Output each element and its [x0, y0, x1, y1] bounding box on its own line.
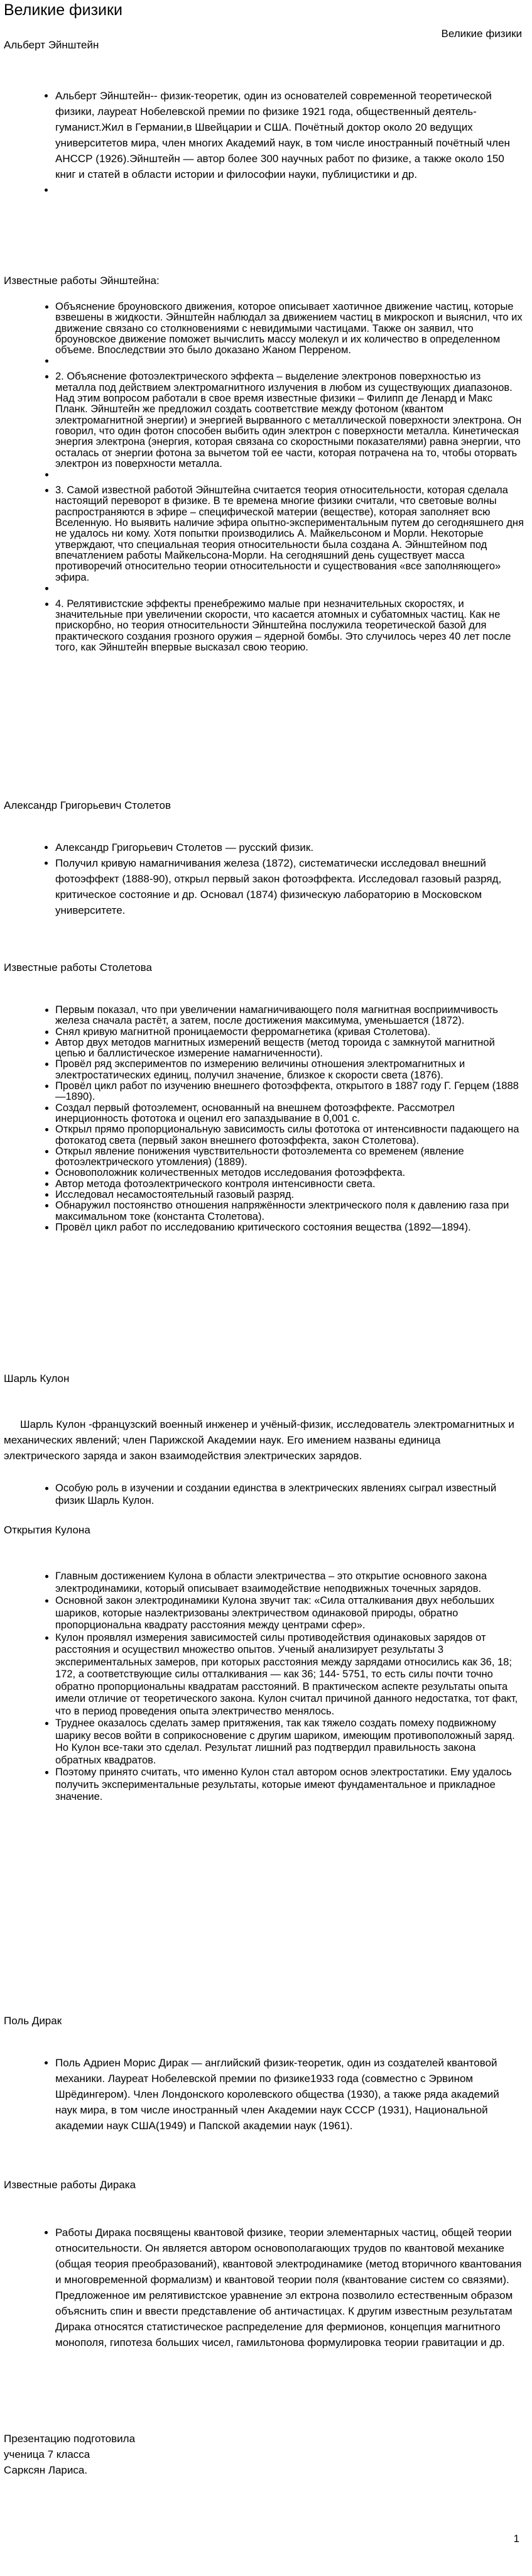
list-item: • 3. Самой известной работой Эйнштейна считается теория относительности, которая сделала настоящий переворот в физике. В те времена многие физики считали, что световые волны распространяются в эфире – специфической материи (веществе), которая заполняет всю Вселенную. Но выявить наличие эфира опытно-экспериментальным путем до сегодняшнего дня не удалось ни кому. Хотя попытки производились А. Майкельсоном и Морли. Некоторые утверждают, что специальная теория относительности была создана А. Эйнштейном под впечатлением работы Майкельсона-Морли. На сегодняшний день существует масса противоречий относительно теории относительности и существования «все заполняющего» эфира.: [55, 485, 524, 583]
section-heading-coulomb-works: Открытия Кулона: [4, 1524, 90, 1536]
section-heading-dirac-works: Известные работы Дирака: [4, 2179, 136, 2191]
section-heading-einstein: Альберт Эйнштейн: [4, 39, 99, 51]
list-item: • Провёл цикл работ по исследованию критического состояния вещества (1892—1894).: [55, 1222, 524, 1233]
list-item: • Поль Адриен Морис Дирак — английский физик-теоретик, один из создателей квантовой механики. Лауреат Нобелевской премии по физике1933 года (совместно с Эрвином Шрёдингером). Член Лондонского королевского общества (1930), а также ряда академий наук мира, в том числе иностранный член Академии наук СССР (1931), Национальной академии наук США(1949) и Папской академии наук (1961).: [55, 2055, 524, 2134]
stoletov-bio-list: [0, 840, 524, 918]
empty-list-item: [55, 469, 524, 485]
page-header: Великие физики: [441, 28, 522, 40]
list-item: • Открыл явление понижения чувствительности фотоэлемента со временем (явление фотоэлектрического утомления) (1889).: [55, 1146, 524, 1168]
section-heading-stoletov: Александр Григорьевич Столетов: [4, 799, 171, 811]
list-item: • Открыл прямо пропорциональную зависимость силы фототока от интенсивности падающего на фотокатод света (первый закон внешнего фотоэффекта, закон Столетова).: [55, 1124, 524, 1146]
list-item: • Объяснение броуновского движения, которое описывает хаотичное движение частиц, которые взвешены в жидкости. Эйнштейн наблюдал за движением частиц в микроскоп и выяснил, что их движение связано со столкновениями с невидимыми частицами. Также он заявил, что броуновское движение поможет вычислить массу молекул и их количество в определенном объеме. Впоследствии это было доказано Жаном Перреном.: [55, 302, 524, 356]
document-title: Великие физики: [4, 1, 122, 19]
stoletov-works-list: [0, 1005, 524, 1233]
section-heading-einstein-works: Известные работы Эйнштейна:: [4, 275, 160, 287]
list-item: • Автор двух методов магнитных измерений веществ (метод тороида с замкнутой магнитной цепью и баллистическое измерение намагниченности).: [55, 1038, 524, 1060]
coulomb-bio-list: [0, 1483, 524, 1507]
list-item: • Основной закон электродинамики Кулона звучит так: «Сила отталкивания двух небольших шариков, которые наэлектризованы электричеством одинаковой природы, обратно пропорциональна квадрату расстояния между центрами сфер».: [55, 1595, 524, 1632]
dirac-works-list: [0, 2225, 524, 2350]
list-item: • Главным достижением Кулона в области электричества – это открытие основного закона электродинамики, который описывает взаимодействие неподвижных точечных зарядов.: [55, 1570, 524, 1595]
empty-list-item: [55, 356, 524, 371]
list-item: • Получил кривую намагничивания железа (1872), систематически исследовал внешний фотоэффект (1888-90), открыл первый закон фотоэффекта. Исследовал газовый разряд, критическое состояние и др. Основал (1874) физическую лабораторию в Московском университете.: [55, 855, 524, 918]
author-credit-line: Сарксян Лариса.: [4, 2464, 88, 2476]
list-item: • Работы Дирака посвящены квантовой физике, теории элементарных частиц, общей теории относительности. Он является автором основополагающих трудов по квантовой механике (общая теория преобразований), квантовой электродинамике (метод вторичного квантования и многовременной формализм) и квантовой теории поля (квантование систем со связями). Предложенное им релятивистское уравнение эл ектрона позволило естественным образом объяснить спин и ввести представление об античастицах. К другим известным результатам Дирака относятся статистическое распределение для фермионов, концепция магнитного монополя, гипотеза больших чисел, гамильтонова формулировка теории гравитации и др.: [55, 2225, 524, 2350]
page-number: 1: [513, 2533, 519, 2545]
list-item: • Исследовал несамостоятельный газовый разряд.: [55, 1190, 524, 1200]
section-heading-dirac: Поль Дирак: [4, 2015, 62, 2027]
author-credit-line: ученица 7 класса: [4, 2448, 90, 2460]
einstein-works-list: [0, 302, 524, 653]
list-item: • Создал первый фотоэлемент, основанный на внешнем фотоэффекте. Рассмотрел инерционность фототока и оценил его запаздывание в 0,001 с.: [55, 1103, 524, 1125]
list-item: • Основоположник количественных методов исследования фотоэффекта.: [55, 1168, 524, 1178]
list-item: • Автор метода фотоэлектрического контроля интенсивности света.: [55, 1179, 524, 1190]
list-item: • Александр Григорьевич Столетов — русский физик.: [55, 840, 524, 855]
author-credit-line: Презентацию подготовила: [4, 2433, 136, 2445]
list-item: • Провёл цикл работ по изучению внешнего фотоэффекта, открытого в 1887 году Г. Герцем (1888—1890).: [55, 1081, 524, 1103]
list-item: • Снял кривую магнитной проницаемости ферромагнетика (кривая Столетова).: [55, 1027, 524, 1038]
coulomb-intro-paragraph: Шарль Кулон -французский военный инженер и учёный-физик, исследователь электромагнитных и механических явлений; член Парижской Академии наук. Его имением названы единица электрического заряда и закон взаимодействия электрических зарядов.: [4, 1418, 514, 1462]
list-item: • 4. Релятивистские эффекты пренебрежимо малые при незначительных скоростях, и значительные при увеличении скорости, что касается атомных и субатомных частиц. Как не прискорбно, но теория относительности Эйнштейна послужила теоретической базой для практического создания грозного оружия – ядерной бомбы. Это случилось через 40 лет после того, как Эйнштейн впервые высказал свою теорию.: [55, 599, 524, 653]
empty-list-item: [55, 182, 524, 198]
section-heading-stoletov-works: Известные работы Столетова: [4, 962, 152, 973]
empty-list-item: [55, 583, 524, 599]
list-item: • 2. Объяснение фотоэлектрического эффекта – выделение электронов поверхностью из металла под действием электромагнитного излучения в любом из существующих диапазонов. Над этим вопросом работали в свое время известные физики – Филипп де Ленард и Макс Планк. Эйнштейн же предложил создать соответствие между фотоном (квантом электромагнитной энергии) и энергией вырванного с металлической поверхности электрона. Он говорил, что один фотон способен выбить один электрон с поверхности металла. Кинетическая энергия электрона (энергия, которая связана со скоростными показателями) равна энергии, что осталась от энергии фотона за вычетом той ее части, которая потрачена на то, чтобы оторвать электрон из поверхности металла.: [55, 371, 524, 469]
einstein-bio-list: [0, 88, 524, 198]
list-item: • Поэтому принято считать, что именно Кулон стал автором основ электростатики. Ему удалось получить экспериментальные результаты, которые имеют фундаментальное и прикладное значение.: [55, 1767, 524, 1804]
list-item: • Особую роль в изучении и создании единства в электрических явлениях сыграл известный физик Шарль Кулон.: [55, 1483, 524, 1507]
dirac-bio-list: [0, 2055, 524, 2134]
author-credit: [4, 2431, 135, 2478]
list-item: • Обнаружил постоянство отношения напряжённости электрического поля к давлению газа при максимальном токе (константа Столетова).: [55, 1200, 524, 1222]
coulomb-works-list: [0, 1570, 524, 1804]
list-item: • Альберт Эйнштейн-- физик-теоретик, один из основателей современной теоретической физики, лауреат Нобелевской премии по физике 1921 года, общественный деятель-гуманист.Жил в Германии,в Швейцарии и США. Почётный доктор около 20 ведущих университетов мира, член многих Академий наук, в том числе иностранный почётный член АНССР (1926).Эйнштейн — автор более 300 научных работ по физике, а также около 150 книг и статей в области истории и философии науки, публицистики и др.: [55, 88, 524, 182]
list-item: • Труднее оказалось сделать замер притяжения, так как тяжело создать помеху подвижному шарику весов войти в соприкосновение с другим шариком, имеющим противоположный заряд. Но Кулон все-таки это сделал. Результат лишний раз подтвердил правильность закона обратных квадратов.: [55, 1718, 524, 1767]
list-item: • Провёл ряд экспериментов по измерению величины отношения электромагнитных и электростатических единиц, получил значение, близкое к скорости света (1876).: [55, 1059, 524, 1081]
list-item: • Кулон проявлял измерения зависимостей силы противодействия одинаковых зарядов от расстояния и осуществил множество опытов. Ученый анализирует результаты 3 экспериментальных замеров, при которых расстояния между зарядами относились как 36, 18; 172, а соответствующие силы отталкивания — как 36; 144- 5751, то есть силы почти точно обратно пропорциональны квадратам расстояний. В практическом аспекте результаты опыта имели отличие от теоретического закона. Кулон считал причиной данного недостатка, тот факт, что в период проведения опыта электричество менялось.: [55, 1632, 524, 1718]
section-heading-coulomb: Шарль Кулон: [4, 1373, 70, 1384]
list-item: • Первым показал, что при увеличении намагничивающего поля магнитная восприимчивость железа сначала растёт, а затем, после достижения максимума, уменьшается (1872).: [55, 1005, 524, 1027]
